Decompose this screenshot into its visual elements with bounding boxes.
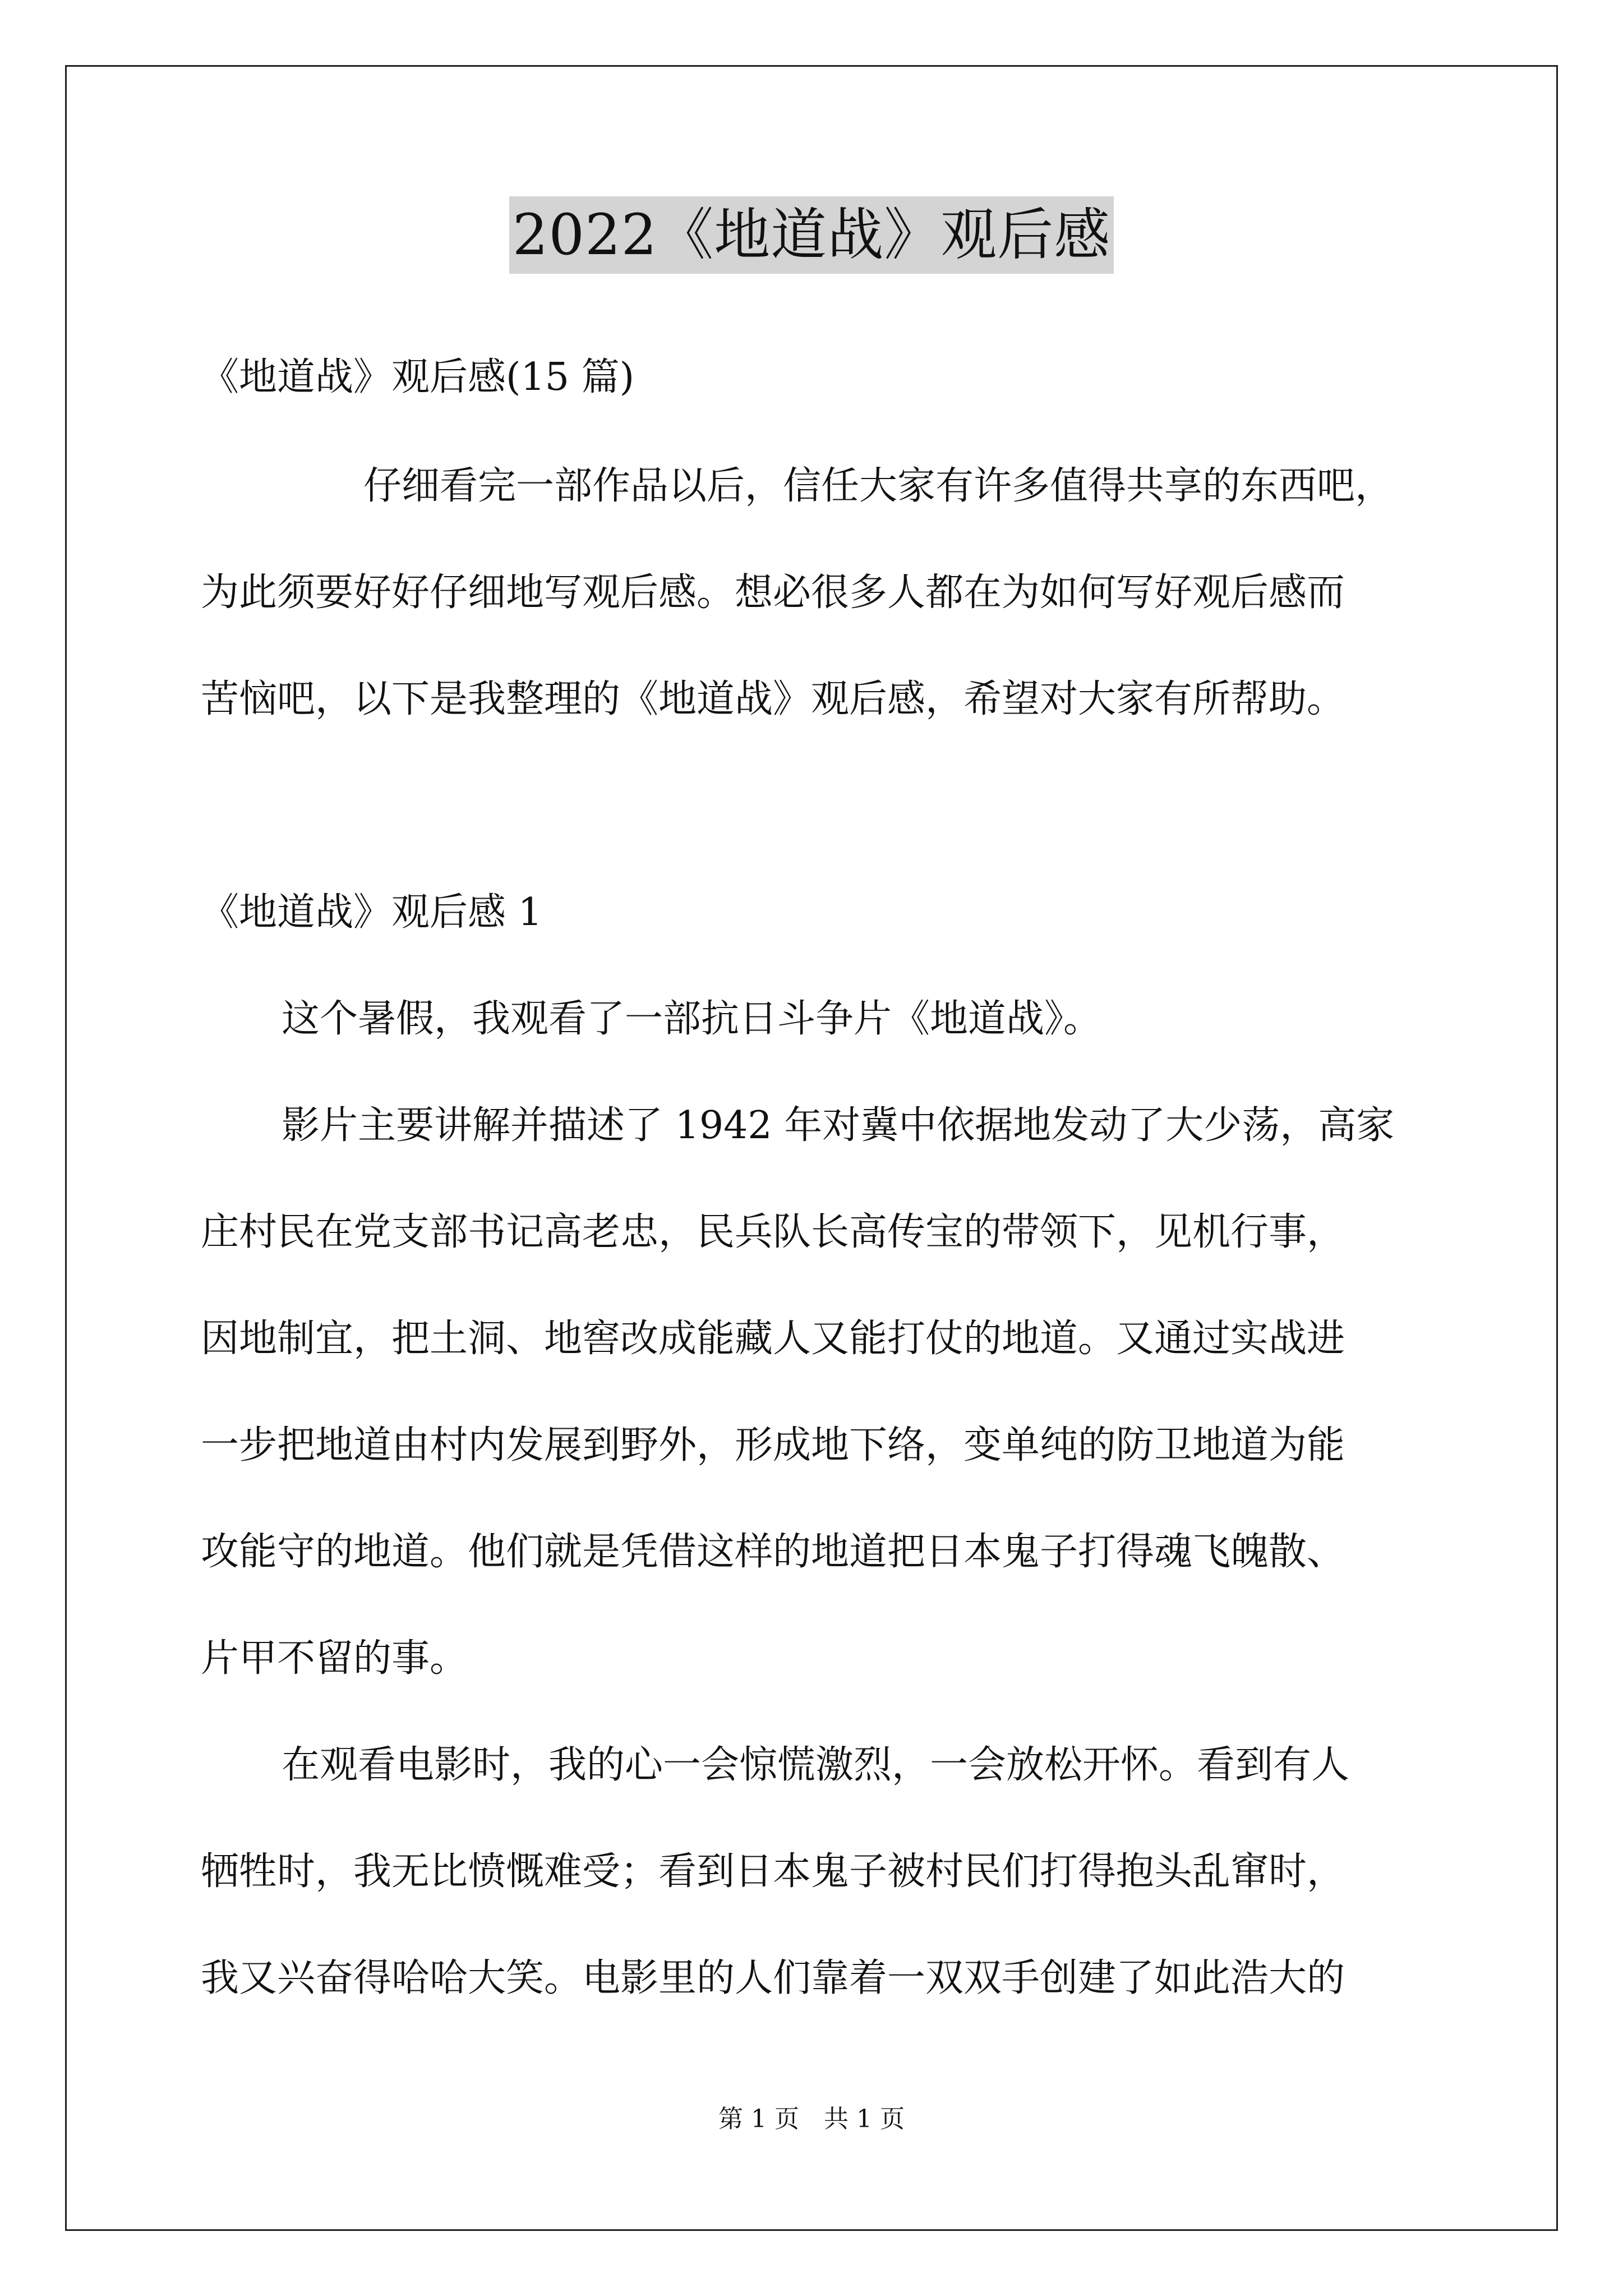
intro-line-2: 为此须要好好仔细地写观后感。想必很多人都在为如何写好观后感而	[201, 570, 1345, 615]
paragraph2-line-1: 影片主要讲解并描述了 1942 年对冀中依据地发动了大少荡，高家	[282, 1103, 1395, 1148]
paragraph2-line-3: 因地制宜，把土洞、地窖改成能藏人又能打仗的地道。又通过实战进	[201, 1317, 1345, 1361]
paragraph2-line-2: 庄村民在党支部书记高老忠，民兵队长高传宝的带领下，见机行事，	[201, 1210, 1345, 1254]
paragraph1-line-1: 这个暑假，我观看了一部抗日斗争片《地道战》。	[282, 997, 1102, 1041]
paragraph3-line-2: 牺牲时，我无比愤慨难受；看到日本鬼子被村民们打得抱头乱窜时，	[201, 1849, 1345, 1894]
paragraph2-line-5: 攻能守的地道。他们就是凭借这样的地道把日本鬼子打得魂飞魄散、	[201, 1530, 1345, 1574]
paragraph3-line-1: 在观看电影时，我的心一会惊慌激烈，一会放松开怀。看到有人	[282, 1743, 1350, 1787]
intro-line-3: 苦恼吧，以下是我整理的《地道战》观后感，希望对大家有所帮助。	[201, 677, 1345, 721]
document-title: 2022《地道战》观后感	[509, 196, 1114, 274]
paragraph3-line-3: 我又兴奋得哈哈大笑。电影里的人们靠着一双双手创建了如此浩大的	[201, 1956, 1345, 2000]
paragraph2-line-6: 片甲不留的事。	[201, 1636, 468, 1681]
document-subtitle: 《地道战》观后感(15 篇)	[201, 355, 635, 399]
section-heading: 《地道战》观后感 1	[201, 890, 542, 935]
intro-line-1: 仔细看完一部作品以后，信任大家有许多值得共享的东西吧，	[363, 464, 1394, 508]
page-footer: 第 1 页 共 1 页	[718, 2105, 905, 2133]
title-container	[0, 196, 1623, 274]
paragraph2-line-4: 一步把地道由村内发展到野外，形成地下络，变单纯的防卫地道为能	[201, 1423, 1345, 1467]
